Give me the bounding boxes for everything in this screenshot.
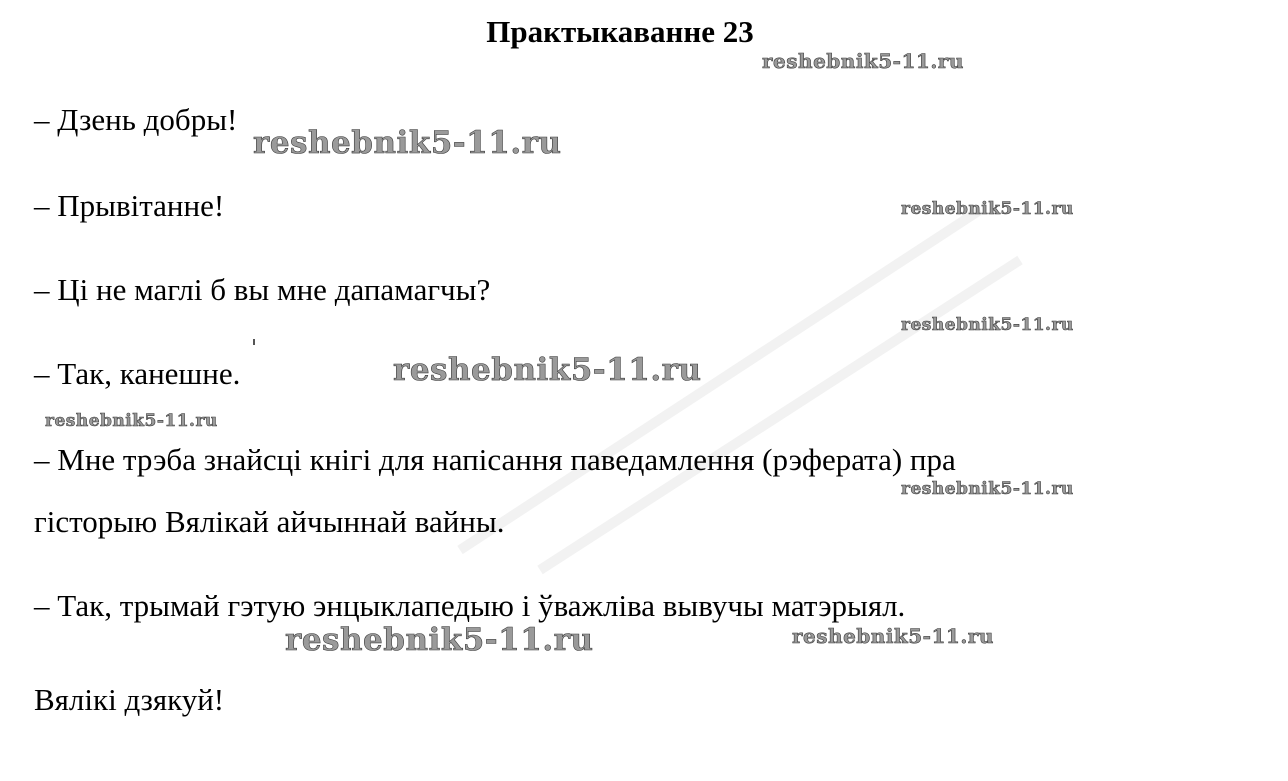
dialogue-line-5: – Мне трэба знайсці кнігі для напісання паведамлення (рэферата) пра <box>34 442 956 477</box>
watermark-text: reshebnik5-11.ru <box>762 49 964 73</box>
dialogue-line-8: Вялікі дзякуй! <box>34 682 225 717</box>
watermark-text: reshebnik5-11.ru <box>285 622 594 658</box>
watermark-text: reshebnik5-11.ru <box>901 479 1074 499</box>
watermark-text: reshebnik5-11.ru <box>393 352 702 388</box>
dialogue-line-4: – Так, канешне. <box>34 356 241 391</box>
watermark-text: reshebnik5-11.ru <box>45 411 218 431</box>
watermark-text: reshebnik5-11.ru <box>792 624 994 648</box>
stray-mark <box>253 339 255 345</box>
watermark-text: reshebnik5-11.ru <box>253 125 562 161</box>
dialogue-line-6: гісторыю Вялікай айчыннай вайны. <box>34 504 505 539</box>
watermark-text: reshebnik5-11.ru <box>901 199 1074 219</box>
exercise-title: Практыкаванне 23 <box>486 14 754 49</box>
watermark-text: reshebnik5-11.ru <box>901 315 1074 335</box>
dialogue-line-2: – Прывітанне! <box>34 188 225 223</box>
dialogue-line-1: – Дзень добры! <box>34 102 238 137</box>
dialogue-line-3: – Ці не маглі б вы мне дапамагчы? <box>34 272 491 307</box>
dialogue-line-7: – Так, трымай гэтую энцыклапедыю і ўважліва вывучы матэрыял. <box>34 588 906 623</box>
